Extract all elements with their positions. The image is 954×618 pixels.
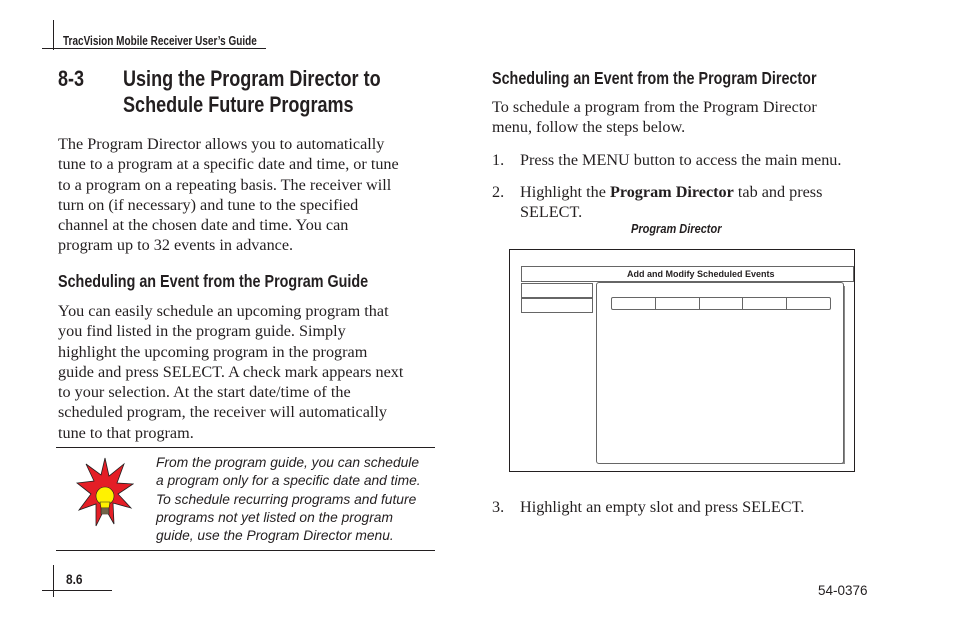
- events-panel: [596, 282, 844, 464]
- header-rule: [42, 48, 266, 49]
- intro-paragraph: [58, 134, 433, 256]
- section-number: 8-3: [58, 66, 85, 91]
- intro-line: The Program Director allows you to automatically: [58, 135, 385, 153]
- note-line: a program only for a specific date and time.: [156, 473, 421, 489]
- document-number: 54-0376: [818, 583, 868, 598]
- header-cell: [656, 298, 700, 309]
- guide-heading: Scheduling an Event from the Program Guide: [58, 271, 369, 291]
- intro-line: turn on (if necessary) and tune to the specified: [58, 195, 359, 214]
- side-tab: [521, 298, 593, 313]
- program-director-screen: [509, 249, 855, 472]
- lightbulb-burst-icon: [76, 456, 134, 532]
- step-text-part: tab and press: [733, 183, 823, 201]
- director-intro: [492, 97, 872, 138]
- guide-line: you find listed in the program guide. Simply: [58, 322, 346, 341]
- step-2: [492, 182, 892, 224]
- note-line: guide, use the Program Director menu.: [156, 528, 394, 544]
- crop-mark-bottom: [53, 565, 54, 597]
- guide-line: scheduled program, the receiver will automatically: [58, 403, 388, 422]
- step-number: 1.: [492, 151, 505, 169]
- step-3: [492, 497, 892, 517]
- events-header-bar: [611, 297, 831, 310]
- header-cell: [700, 298, 744, 309]
- header-cell: [787, 298, 830, 309]
- figure-caption: Program Director: [631, 222, 722, 236]
- step-number: 3.: [492, 498, 505, 516]
- intro-line: to a program on a repeating basis. The receiver will: [58, 175, 392, 194]
- intro-line: tune to a program at a specific date and time, or tune: [58, 155, 399, 174]
- intro-line: channel at the chosen date and time. You can: [58, 216, 349, 235]
- running-head: TracVision Mobile Receiver User’s Guide: [63, 34, 257, 48]
- side-tab: [521, 283, 593, 298]
- step-text: [520, 182, 822, 223]
- step-1: [492, 150, 892, 170]
- guide-paragraph: [58, 301, 433, 443]
- note-line: From the program guide, you can schedule: [156, 455, 420, 470]
- note-text: [156, 454, 438, 545]
- note-line: programs not yet listed on the program: [156, 509, 393, 525]
- director-intro-line: menu, follow the steps below.: [492, 118, 686, 137]
- crop-mark-top: [53, 20, 54, 50]
- guide-line: guide and press SELECT. A check mark appears next: [58, 362, 404, 381]
- section-title: [123, 66, 451, 118]
- program-director-term: Program Director: [609, 183, 734, 201]
- footer-rule: [42, 590, 112, 591]
- section-title-line-2: Schedule Future Programs: [123, 92, 354, 117]
- guide-line: You can easily schedule an upcoming program that: [58, 302, 389, 320]
- step-number: 2.: [492, 183, 505, 201]
- step-text-part: Highlight the: [520, 183, 610, 201]
- step-text-part: SELECT.: [520, 203, 583, 222]
- section-title-line-1: Using the Program Director to: [123, 66, 381, 91]
- note-bottom-rule: [56, 550, 435, 551]
- intro-line: program up to 32 events in advance.: [58, 236, 294, 255]
- director-intro-line: To schedule a program from the Program Director: [492, 98, 817, 116]
- step-text: Highlight an empty slot and press SELECT.: [520, 498, 805, 516]
- step-text: Press the MENU button to access the main menu.: [520, 151, 842, 169]
- guide-line: to your selection. At the start date/time of the: [58, 383, 351, 402]
- header-cell: [612, 298, 656, 309]
- guide-line: tune to that program.: [58, 423, 194, 442]
- note-line: To schedule recurring programs and future: [156, 491, 417, 507]
- director-heading: Scheduling an Event from the Program Director: [492, 68, 817, 88]
- page-number: 8.6: [66, 571, 83, 587]
- guide-line: highlight the upcoming program in the program: [58, 342, 368, 361]
- note-top-rule: [56, 447, 435, 448]
- header-cell: [743, 298, 787, 309]
- screen-title: Add and Modify Scheduled Events: [627, 269, 775, 279]
